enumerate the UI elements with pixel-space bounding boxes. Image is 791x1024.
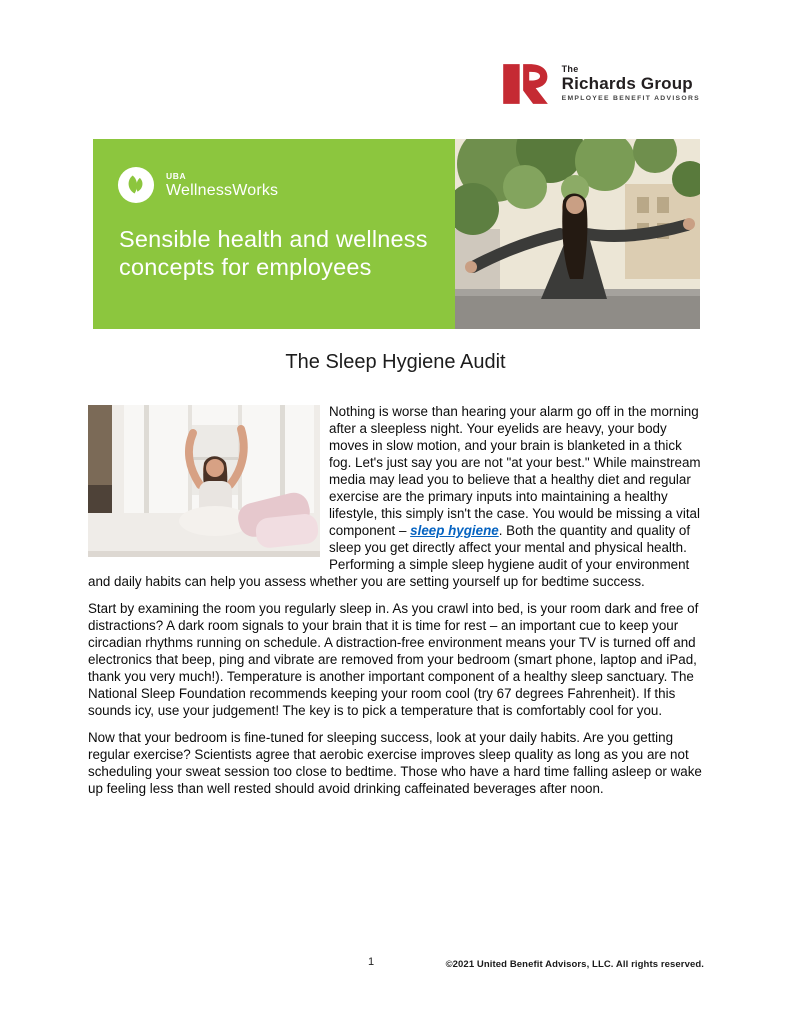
wellnessworks-banner: [93, 139, 700, 329]
article-body: [88, 403, 705, 807]
page-number: 1: [368, 956, 375, 968]
richards-r-icon: [498, 58, 550, 110]
logo-name-label: Richards Group: [561, 74, 693, 93]
bedroom-stretch-photo: [88, 405, 320, 557]
sleep-hygiene-link[interactable]: sleep hygiene: [410, 523, 499, 538]
brand-wellnessworks-label: WellnessWorks: [166, 181, 279, 199]
intro-text-before-link: Nothing is worse than hearing your alarm go off in the morning after a sleepless night. Your eyelids are heavy, your body moves in slow motion, and your brain is blanketed in a thick fog. Let's just say you are not "at your best." While mainstream media may lead you to believe that a healthy diet and regular exercise are the primary inputs into maintaining a healthy lifestyle, this simply isn't the case. You would be missing a vital component –: [329, 404, 701, 538]
banner-headline: Sensible health and wellness concepts for employees: [119, 226, 428, 280]
brand-uba-label: UBA: [166, 170, 187, 181]
copyright-notice: ©2021 United Benefit Advisors, LLC. All rights reserved.: [445, 959, 704, 970]
paragraph-intro: [88, 403, 705, 590]
richards-group-logo: [498, 58, 700, 110]
paragraph-daily-habits: Now that your bedroom is fine-tuned for sleeping success, look at your daily habits. Are you getting regular exercise? Scientists agree that aerobic exercise improves sleep quality as long as you are not scheduling your sweat session too close to bedtime. Those who have a hard time falling asleep or wake up feeling less than well rested should avoid drinking caffeinated beverages after noon.: [88, 730, 702, 796]
intro-text-after-link: . Both the quantity and quality of sleep you get directly affect your mental and physical health. Performing a simple sleep hygiene audit of your environment and daily habits can help you assess whether you are setting yourself up for bedtime success.: [88, 523, 691, 589]
uba-wellnessworks-brand: [117, 166, 278, 204]
paragraph-bedroom-environment: Start by examining the room you regularly sleep in. As you crawl into bed, is your room dark and free of distractions? A dark room signals to your brain that it is time for rest – an important cue to keep your circadian rhythms running on schedule. A distraction-free environment means your TV is turned off and electronics that beep, ping and vibrate are removed from your bedroom (smart phone, laptop and iPad, thank you very much!). Temperature is another important component of a healthy sleep sanctuary. The National Sleep Foundation recommends keeping your room cool (try 67 degrees Fahrenheit). If this sounds icy, use your judgement! The key is to pick a temperature that is comfortably cool for you.: [88, 601, 699, 718]
leaf-icon: [117, 166, 155, 204]
logo-tagline-label: EMPLOYEE BENEFIT ADVISORS: [561, 95, 700, 102]
banner-green-panel: [93, 139, 455, 329]
logo-the-label: The: [561, 64, 579, 74]
page-title: The Sleep Hygiene Audit: [285, 351, 506, 373]
woman-outdoors-photo: [455, 139, 700, 329]
